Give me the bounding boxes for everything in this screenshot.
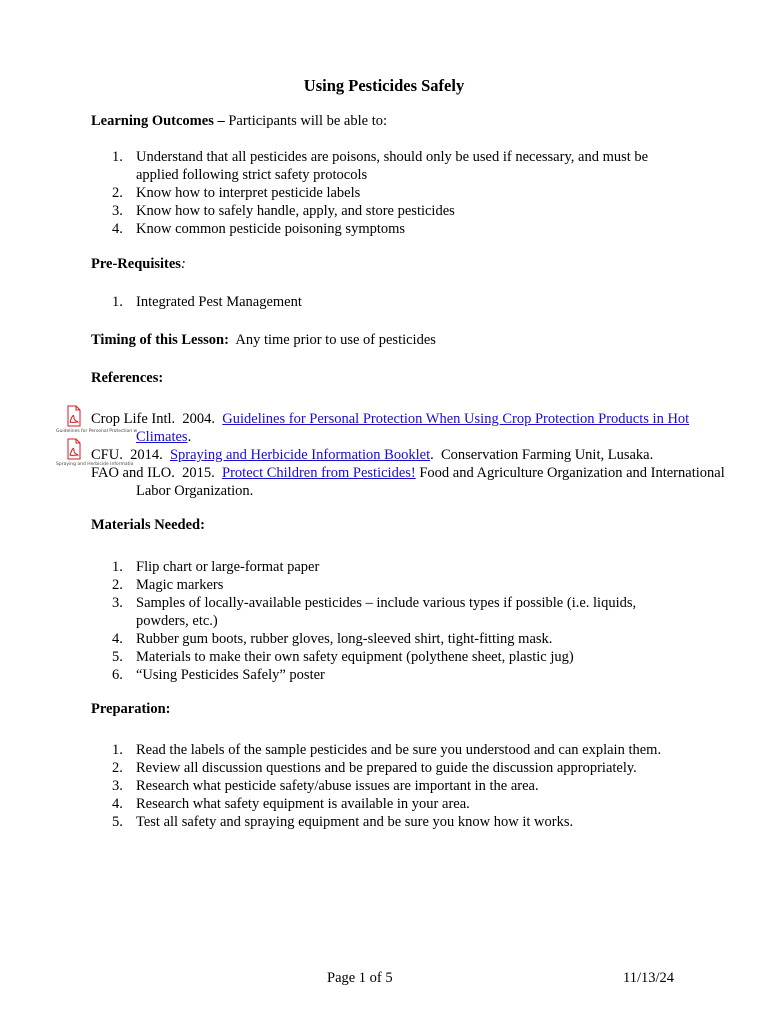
- list-item: 4. Know common pesticide poisoning symptoms: [112, 221, 406, 237]
- learning-outcomes-list: [91, 148, 691, 238]
- list-item: 2. Review all discussion questions and be prepared to guide the discussion appropriately.: [112, 760, 637, 776]
- reference-item: FAO and ILO. 2015. Protect Children from Pesticides! Food and Agriculture Organization and International Labor Organization.: [91, 465, 725, 499]
- list-item: 1. Understand that all pesticides are poisons, should only be used if necessary, and must be applied following strict safety protocols: [112, 149, 649, 183]
- learning-outcomes-heading: Learning Outcomes –: [91, 113, 225, 129]
- list-item: 4. Rubber gum boots, rubber gloves, long-sleeved shirt, tight-fitting mask.: [112, 631, 553, 647]
- prerequisites-heading: Pre-Requisites: [91, 256, 181, 272]
- materials-heading: Materials Needed:: [91, 517, 205, 533]
- timing-value: Any time prior to use of pesticides: [228, 332, 436, 348]
- list-item: 4. Research what safety equipment is available in your area.: [112, 796, 470, 812]
- preparation-list: [91, 741, 691, 831]
- list-item: 6. “Using Pesticides Safely” poster: [112, 667, 325, 683]
- learning-outcomes-intro: Participants will be able to:: [224, 113, 388, 129]
- timing-heading: Timing of this Lesson:: [91, 332, 229, 348]
- list-item: 3. Know how to safely handle, apply, and store pesticides: [112, 203, 455, 219]
- footer-date: 11/13/24: [623, 970, 675, 986]
- preparation-heading: Preparation:: [91, 701, 171, 717]
- list-item: 1. Read the labels of the sample pesticides and be sure you understood and can explain them.: [112, 742, 662, 758]
- prerequisites-list: [91, 293, 691, 311]
- list-item: 5. Test all safety and spraying equipment and be sure you know how it works.: [112, 814, 574, 830]
- page-number: Page 1 of 5: [327, 970, 393, 986]
- reference-item: CFU. 2014. Spraying and Herbicide Information Booklet. Conservation Farming Unit, Lusaka.: [91, 447, 654, 463]
- reference-link[interactable]: Guidelines for Personal Protection When Using Crop Protection Products in Hot Climates: [136, 411, 690, 445]
- reference-item: Crop Life Intl. 2004. Guidelines for Personal Protection When Using Crop Protection Products in Hot Climates.: [91, 411, 690, 445]
- list-item: 3. Research what pesticide safety/abuse issues are important in the area.: [112, 778, 539, 794]
- timing-line: [91, 331, 436, 349]
- prerequisites-line: Pre-Requisites:: [91, 256, 186, 272]
- list-item: 1. Integrated Pest Management: [112, 294, 302, 310]
- list-item: 5. Materials to make their own safety equipment (polythene sheet, plastic jug): [112, 649, 574, 665]
- pdf-file-icon[interactable]: Spraying and Herbicide Informatio: [56, 438, 90, 472]
- reference-link[interactable]: Protect Children from Pesticides!: [222, 465, 416, 481]
- pdf-file-icon[interactable]: Guidelines for Personal Protection w: [56, 405, 90, 439]
- learning-outcomes-line: [91, 112, 387, 130]
- materials-list: [91, 558, 691, 684]
- list-item: 3. Samples of locally-available pesticides – include various types if possible (i.e. liquids, powders, etc.): [112, 595, 637, 629]
- list-item: 2. Know how to interpret pesticide labels: [112, 185, 361, 201]
- page-title: Using Pesticides Safely: [303, 76, 465, 95]
- list-item: 1. Flip chart or large-format paper: [112, 559, 320, 575]
- references-heading: References:: [91, 370, 164, 386]
- reference-link[interactable]: Spraying and Herbicide Information Booklet: [169, 447, 431, 463]
- list-item: 2. Magic markers: [112, 577, 224, 593]
